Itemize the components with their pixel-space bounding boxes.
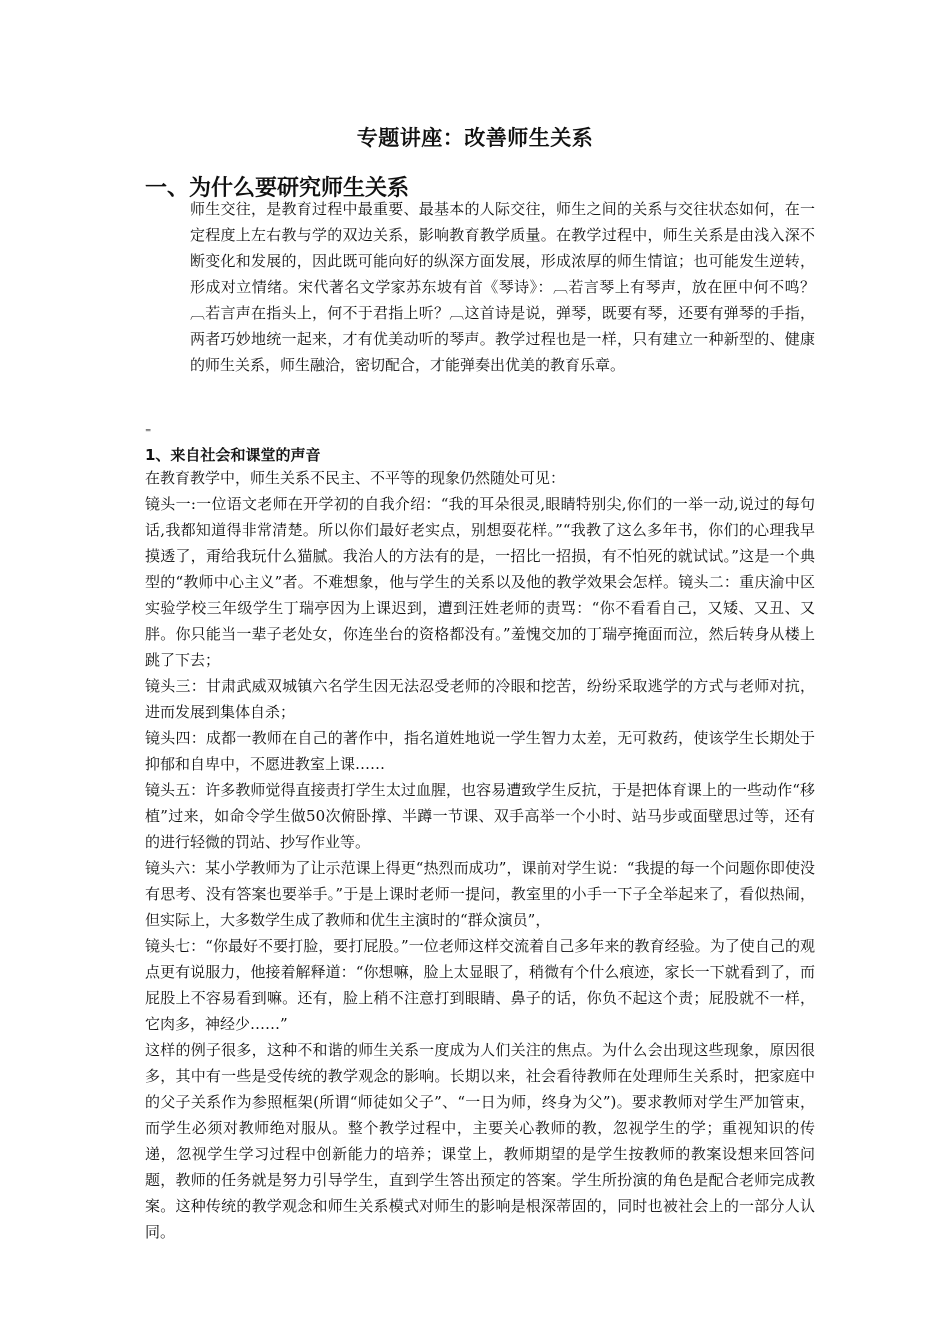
intro-paragraph: 师生交往，是教育过程中最重要、最基本的人际交往，师生之间的关系与交往状态如何，在一定程度上左右教与学的双边关系，影响教育教学质量。在教学过程中，师生关系是由浅入深不断变化和发展的，因此既可能向好的纵深方面发展，形成浓厚的师生情谊；也可能发生逆转，形成对立情绪。宋代著名文学家苏东坡有首《琴诗》：︹若言琴上有琴声，放在匣中何不鸣？︹若言声在指头上，何不于君指上听？︹这首诗是说，弹琴，既要有琴，还要有弹琴的手指，两者巧妙地统一起来，才有优美动听的琴声。教学过程也是一样，只有建立一种新型的、健康的师生关系，师生融洽，密切配合，才能弹奏出优美的教育乐章。 [190, 200, 815, 374]
body-paragraph: 镜头六：某小学教师为了让示范课上得更“热烈而成功”，课前对学生说：“我提的每一个问题你即使没有思考、没有答案也要举手。”于是上课时老师一提问，教室里的小手一下子全举起来了，看似热闹，但实际上，大多数学生成了教师和优生主演时的“群众演员”， [145, 859, 815, 929]
body-paragraph: 镜头七：“你最好不要打脸，要打屁股。”一位老师这样交流着自己多年来的教育经验。为了使自己的观点更有说服力，他接着解释道：“你想嘛，脸上太显眼了，稍微有个什么痕迹，家长一下就看到了，而屁股上不容易看到嘛。还有，脸上稍不注意打到眼睛、鼻子的话，你负不起这个责；屁股就不一样，它肉多，神经少……” [145, 937, 815, 1033]
body-paragraph: 在教育教学中，师生关系不民主、不平等的现象仍然随处可见： [145, 469, 566, 487]
section-heading: 一、为什么要研究师生关系 [145, 176, 410, 201]
body-text [145, 465, 815, 1245]
paragraph-marker: ⁼ [145, 425, 152, 439]
body-paragraph: 这样的例子很多，这种不和谐的师生关系一度成为人们关注的焦点。为什么会出现这些现象，原因很多，其中有一些是受传统的教学观念的影响。长期以来，社会看待教师在处理师生关系时，把家庭中的父子关系作为参照框架(所谓“师徒如父子”、“一日为师，终身为父”)。要求教师对学生严加管束，而学生必须对教师绝对服从。整个教学过程中，主要关心教师的教，忽视学生的学；重视知识的传递，忽视学生学习过程中创新能力的培养；课堂上，教师期望的是学生按教师的教案设想来回答问题，教师的任务就是努力引导学生，直到学生答出预定的答案。学生所扮演的角色是配合老师完成教案。这种传统的教学观念和师生关系模式对师生的影响是根深蒂固的，同时也被社会上的一部分人认同。 [145, 1041, 815, 1241]
body-paragraph: 镜头四：成都一教师在自己的著作中，指名道姓地说一学生智力太差，无可救药，使该学生长期处于抑郁和自卑中，不愿进教室上课…… [145, 729, 815, 773]
body-paragraph: 镜头三：甘肃武威双城镇六名学生因无法忍受老师的冷眼和挖苦，纷纷采取逃学的方式与老师对抗，进而发展到集体自杀； [145, 677, 815, 721]
document-title: 专题讲座：改善师生关系 [356, 126, 594, 150]
subsection-heading: 1、来自社会和课堂的声音 [145, 446, 321, 464]
body-paragraph: 镜头一:一位语文老师在开学初的自我介绍：“我的耳朵很灵,眼睛特别尖,你们的一举一动,说过的每句话,我都知道得非常清楚。所以你们最好老实点，别想耍花样。”“我教了这么多年书，你们的心理我早摸透了，甭给我玩什么猫腻。我治人的方法有的是，一招比一招损，有不怕死的就试试。”这是一个典型的“教师中心主义”者。不难想象，他与学生的关系以及他的教学效果会怎样。镜头二：重庆渝中区实验学校三年级学生丁瑞亭因为上课迟到，遭到汪姓老师的责骂：“你不看看自己，又矮、又丑、又胖。你只能当一辈子老处女，你连坐台的资格都没有。”羞愧交加的丁瑞亭掩面而泣，然后转身从楼上跳了下去； [145, 495, 815, 669]
body-paragraph: 镜头五：许多教师觉得直接责打学生太过血腥，也容易遭致学生反抗，于是把体育课上的一些动作“移植”过来，如命令学生做50次俯卧撑、半蹲一节课、双手高举一个小时、站马步或面壁思过等，还有的进行轻微的罚站、抄写作业等。 [145, 781, 815, 851]
